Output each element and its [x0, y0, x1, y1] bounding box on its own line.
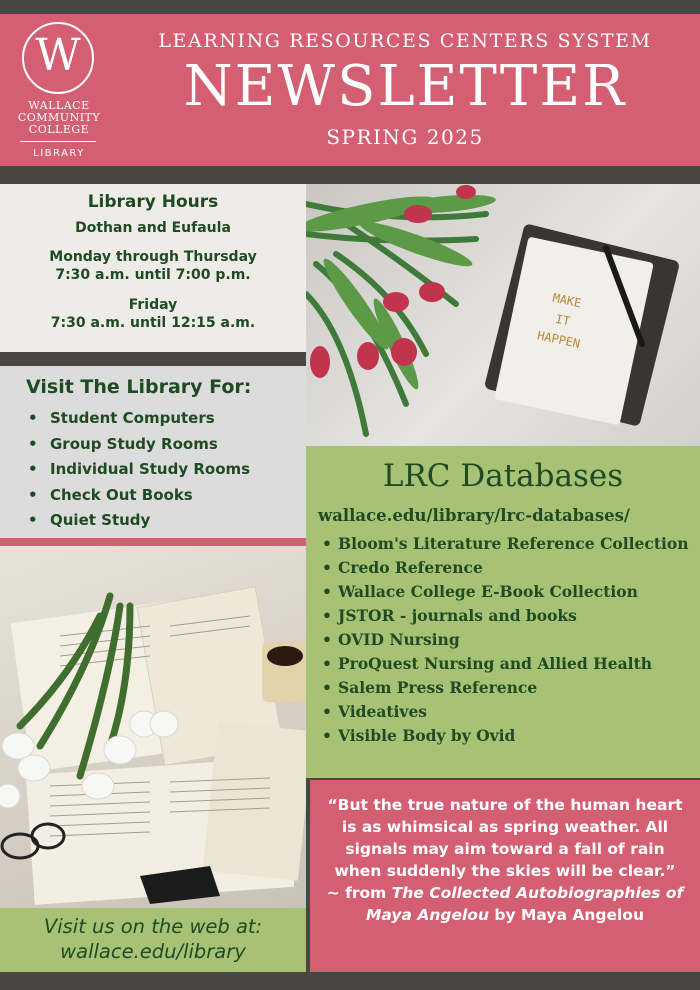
visit-list [28, 406, 250, 534]
library-hours-panel [0, 184, 306, 352]
database-item: • JSTOR - journals and books [322, 604, 694, 628]
weekday-label: Monday through Thursday [49, 249, 257, 265]
tulips-notebook-photo [306, 184, 700, 446]
logo-library-label: LIBRARY [33, 148, 85, 159]
database-item: • OVID Nursing [322, 628, 694, 652]
database-item: • Visible Body by Ovid [322, 724, 694, 748]
quote-text: “But the true nature of the human heart is as whimsical as spring weather. All signals may aim toward a fall of rain when suddenly the skies will be clear.” [327, 796, 683, 880]
databases-title: LRC Databases [382, 458, 624, 494]
lrc-databases-panel [306, 446, 700, 778]
visit-item: • Check Out Books [28, 483, 250, 509]
notebook-line-3: HAPPEN [536, 328, 582, 352]
visit-library-panel [0, 366, 306, 538]
weekday-hours: 7:30 a.m. until 7:00 p.m. [55, 267, 251, 283]
cite-suffix: by Maya Angelou [489, 906, 644, 924]
website-panel [0, 908, 306, 972]
database-item: • Bloom's Literature Reference Collection [322, 532, 694, 556]
hours-locations: Dothan and Eufaula [75, 220, 231, 236]
friday-label: Friday [128, 297, 178, 313]
hours-friday [0, 296, 306, 332]
books-tulips-illustration [0, 546, 306, 908]
logo-divider [20, 141, 96, 142]
header-divider [0, 166, 700, 182]
web-url[interactable]: wallace.edu/library [60, 940, 246, 963]
logo-letter: W [35, 30, 81, 81]
quote-panel [310, 780, 700, 972]
databases-url[interactable]: wallace.edu/library/lrc-databases/ [318, 506, 630, 525]
visit-title: Visit The Library For: [26, 376, 252, 398]
books-tulips-photo [0, 546, 306, 908]
visit-item: • Quiet Study [28, 508, 250, 534]
databases-list [322, 532, 694, 748]
notebook-line-2: IT [554, 311, 572, 329]
visit-item: • Student Computers [28, 406, 250, 432]
hours-title: Library Hours [87, 192, 219, 212]
database-item: • Credo Reference [322, 556, 694, 580]
section-divider [0, 352, 306, 366]
hours-weekday [0, 248, 306, 284]
college-logo [22, 22, 94, 94]
database-item: • ProQuest Nursing and Allied Health [322, 652, 694, 676]
cite-title: The Collected Autobiographies of Maya Angelou [365, 884, 684, 924]
logo-line-3: COLLEGE [28, 123, 90, 136]
visit-item: • Group Study Rooms [28, 432, 250, 458]
database-item: • Wallace College E-Book Collection [322, 580, 694, 604]
database-item: • Salem Press Reference [322, 676, 694, 700]
visit-item: • Individual Study Rooms [28, 457, 250, 483]
database-item: • Videatives [322, 700, 694, 724]
header-subtitle: LEARNING RESOURCES CENTERS SYSTEM [158, 30, 652, 52]
friday-hours: 7:30 a.m. until 12:15 a.m. [50, 315, 256, 331]
pink-divider [0, 538, 306, 546]
tulips-notebook-illustration [306, 184, 700, 446]
footer-band [0, 972, 700, 990]
notebook-line-1: MAKE [551, 290, 583, 311]
logo-line-2: COMMUNITY [17, 111, 101, 124]
cite-prefix: ~ from [326, 884, 392, 902]
header-season: SPRING 2025 [326, 125, 484, 149]
logo-line-1: WALLACE [28, 99, 90, 112]
header-title: NEWSLETTER [183, 54, 627, 119]
quote-citation [324, 882, 686, 926]
web-label: Visit us on the web at: [43, 915, 263, 938]
